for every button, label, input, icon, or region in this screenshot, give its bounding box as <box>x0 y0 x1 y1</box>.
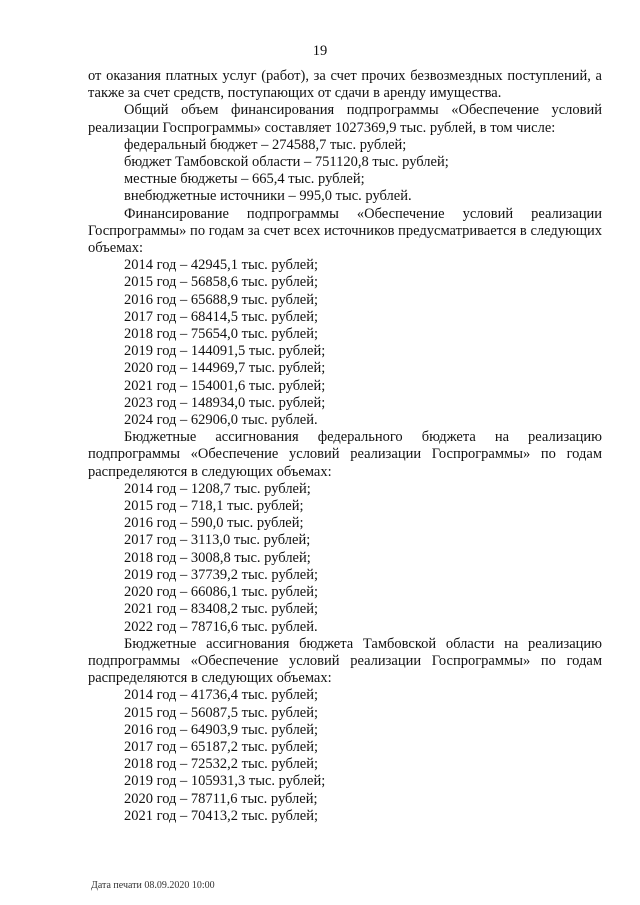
federal-years-list <box>88 481 602 636</box>
list-item: 2015 год – 56858,6 тыс. рублей; <box>124 274 319 291</box>
list-item: 2021 год – 70413,2 тыс. рублей; <box>124 807 319 824</box>
list-item: 2018 год – 3008,8 тыс. рублей; <box>124 549 311 566</box>
page-number: 19 <box>312 43 328 59</box>
list-item: 2014 год – 1208,7 тыс. рублей; <box>124 480 311 497</box>
list-item: федеральный бюджет – 274588,7 тыс. рублей; <box>124 136 407 153</box>
list-item: 2023 год – 148934,0 тыс. рублей; <box>124 394 326 411</box>
list-item: 2015 год – 56087,5 тыс. рублей; <box>124 704 319 721</box>
list-item: 2021 год – 154001,6 тыс. рублей; <box>124 377 326 394</box>
list-item: 2014 год – 41736,4 тыс. рублей; <box>124 687 319 704</box>
all-sources-years-list <box>88 257 602 429</box>
regional-years-list <box>88 687 602 825</box>
list-item: бюджет Тамбовской области – 751120,8 тыс. рублей; <box>124 154 449 171</box>
list-item: 2015 год – 718,1 тыс. рублей; <box>124 498 304 515</box>
list-item: 2019 год – 37739,2 тыс. рублей; <box>124 566 319 583</box>
paragraph-all-sources: Финансирование подпрограммы «Обеспечение условий реализации Госпрограммы» по годам за счет всех источников предусматривается в следующих объемах: <box>88 205 602 257</box>
paragraph-regional-budget: Бюджетные ассигнования бюджета Тамбовской области на реализацию подпрограммы «Обеспечение условий реализации Госпрограммы» по годам распределяются в следующих объемах: <box>88 635 602 687</box>
list-item: 2017 год – 65187,2 тыс. рублей; <box>124 738 319 755</box>
paragraph-intro: от оказания платных услуг (работ), за счет прочих безвозмездных поступлений, а также за счет средств, поступающих от сдачи в аренду имущества. <box>88 68 602 102</box>
list-item: местные бюджеты – 665,4 тыс. рублей; <box>124 171 365 188</box>
list-item: 2019 год – 105931,3 тыс. рублей; <box>124 773 326 790</box>
list-item: 2014 год – 42945,1 тыс. рублей; <box>124 257 319 274</box>
list-item: 2017 год – 3113,0 тыс. рублей; <box>124 532 311 549</box>
list-item: 2019 год – 144091,5 тыс. рублей; <box>124 343 326 360</box>
list-item: 2016 год – 65688,9 тыс. рублей; <box>124 291 319 308</box>
paragraph-total-funding: Общий объем финансирования подпрограммы «Обеспечение условий реализации Госпрограммы» составляет 1027369,9 тыс. рублей, в том числе: <box>88 102 602 136</box>
list-item: 2018 год – 72532,2 тыс. рублей; <box>124 756 319 773</box>
list-item: 2016 год – 590,0 тыс. рублей; <box>124 515 304 532</box>
list-item: 2018 год – 75654,0 тыс. рублей; <box>124 326 319 343</box>
list-item: внебюджетные источники – 995,0 тыс. рублей. <box>124 188 412 205</box>
print-date-footer: Дата печати 08.09.2020 10:00 <box>91 880 215 891</box>
list-item: 2020 год – 144969,7 тыс. рублей; <box>124 360 326 377</box>
list-item: 2022 год – 78716,6 тыс. рублей. <box>124 618 318 635</box>
list-item: 2020 год – 66086,1 тыс. рублей; <box>124 584 319 601</box>
paragraph-federal-budget: Бюджетные ассигнования федерального бюджета на реализацию подпрограммы «Обеспечение условий реализации Госпрограммы» по годам распределяются в следующих объемах: <box>88 429 602 480</box>
funding-sources-list <box>88 137 602 206</box>
document-body <box>88 68 602 825</box>
list-item: 2016 год – 64903,9 тыс. рублей; <box>124 721 319 738</box>
list-item: 2024 год – 62906,0 тыс. рублей. <box>124 412 318 429</box>
list-item: 2020 год – 78711,6 тыс. рублей; <box>124 790 318 807</box>
list-item: 2017 год – 68414,5 тыс. рублей; <box>124 308 319 325</box>
list-item: 2021 год – 83408,2 тыс. рублей; <box>124 601 319 618</box>
